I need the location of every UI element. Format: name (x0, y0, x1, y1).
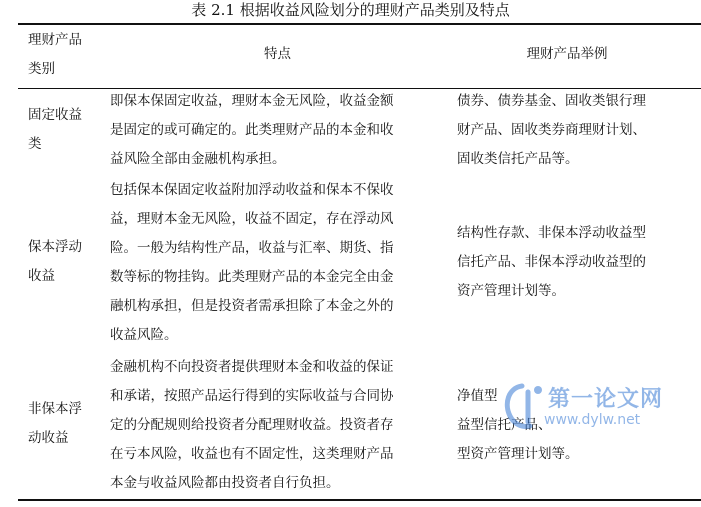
watermark-logo-icon (500, 378, 550, 438)
row3-features (110, 353, 445, 498)
row2-category (28, 233, 100, 291)
row1-examples-line: 债券、债券基金、固收类银行理 (457, 93, 646, 109)
row2-features-line: 融机构承担，但是投资者需承担除了本金之外的 (110, 298, 394, 314)
site-watermark (500, 378, 700, 438)
row2-examples-line: 信托产品、非保本浮动收益型的 (457, 254, 646, 270)
row3-category-line: 动收益 (28, 430, 69, 446)
row1-features-line: 是固定的或可确定的。此类理财产品的本金和收 (110, 122, 394, 138)
row3-features-line: 在亏本风险，收益也有不固定性，这类理财产品 (110, 446, 394, 462)
table-bottom-rule (18, 499, 701, 501)
row3-examples-line: 益型信托产品、 (457, 417, 552, 433)
row3-features-line: 金融机构不向投资者提供理财本金和收益的保证 (110, 359, 394, 375)
row1-examples-line: 财产品、固收类券商理财计划、 (457, 122, 646, 138)
row2-category-line: 收益 (28, 268, 55, 284)
row3-examples-line: 净值型 (457, 388, 498, 404)
row1-features-line: 益风险全部由金融机构承担。 (110, 151, 286, 167)
watermark-text: 第一论文网 (548, 387, 664, 412)
row3-features-line: 本金与收益风险都由投资者自行负担。 (110, 475, 340, 491)
row3-features-line: 和承诺，按照产品运行得到的实际收益与合同协 (110, 388, 394, 404)
row2-features-line: 收益风险。 (110, 327, 178, 343)
row3-features-line: 定的分配规则给投资者分配理财收益。投资者存 (110, 417, 394, 433)
header-category-line1: 理财产品 (28, 32, 82, 48)
row3-category-line: 非保本浮 (28, 401, 82, 417)
header-features: 特点 (264, 46, 291, 62)
row2-category-line: 保本浮动 (28, 239, 82, 255)
row1-category-line: 固定收益 (28, 107, 82, 123)
row3-category (28, 395, 100, 453)
header-examples: 理财产品举例 (526, 46, 608, 62)
header-category (28, 26, 100, 84)
row2-features-line: 险。一般为结构性产品，收益与汇率、期货、指 (110, 240, 394, 256)
row2-features-line: 包括保本保固定收益附加浮动收益和保本不保收 (110, 182, 394, 198)
row1-features-line: 即保本保固定收益，理财本金无风险，收益金额 (110, 93, 394, 109)
row1-features (110, 87, 445, 174)
row1-examples-line: 固收类信托产品等。 (457, 151, 579, 167)
header-category-line2: 类别 (28, 61, 55, 77)
row1-examples (457, 87, 677, 174)
row2-features (110, 176, 445, 350)
row2-features-line: 数等标的物挂钩。此类理财产品的本金完全由金 (110, 269, 394, 285)
table-top-rule (18, 23, 701, 25)
row3-examples-line: 型资产管理计划等。 (457, 446, 579, 462)
row1-category-line: 类 (28, 136, 42, 152)
watermark-url: www.dylw.net (544, 412, 641, 428)
row2-examples (457, 219, 677, 306)
row2-features-line: 益，理财本金无风险，收益不固定，存在浮动风 (110, 211, 394, 227)
row1-category (28, 101, 100, 159)
row2-examples-line: 结构性存款、非保本浮动收益型 (457, 225, 646, 241)
row2-examples-line: 资产管理计划等。 (457, 283, 565, 299)
table-caption: 表 2.1 根据收益风险划分的理财产品类别及特点 (191, 1, 510, 19)
